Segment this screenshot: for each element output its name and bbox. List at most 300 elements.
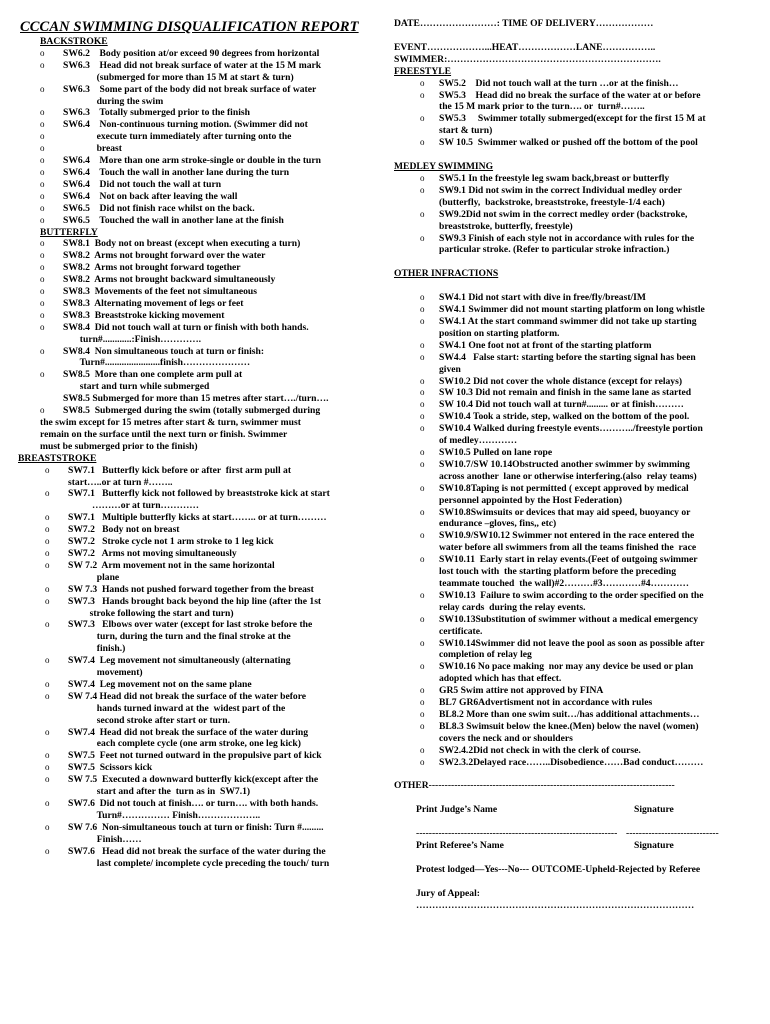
list-item [394, 233, 744, 257]
judge-name-blank: --------------------------------------------------------------- [416, 828, 618, 840]
bullet-icon: o [420, 77, 425, 88]
item-text-line: SW7.6 Head did not break the surface of the water during the [68, 845, 326, 857]
item-text-line: certificate. [439, 625, 483, 637]
item-text-line: SW 10.5 Swimmer walked or pushed off the bottom of the pool [439, 137, 698, 149]
list-item [18, 322, 368, 346]
item-text-line: finish.) [68, 643, 126, 655]
item-text-line: personnel appointed by the Host Federation) [439, 494, 623, 506]
bullet-icon: o [40, 274, 45, 285]
list-item [18, 536, 368, 548]
bullet-icon: o [420, 375, 425, 386]
list-item [394, 173, 744, 185]
list-item [18, 60, 368, 84]
item-text-line: SW9.2Did not swim in the correct medley order (backstroke, [439, 208, 688, 220]
bullet-icon: o [420, 113, 425, 124]
list-item [18, 167, 368, 179]
item-text-line: hands turned inward at the widest part of the [68, 702, 286, 714]
judge-signature-label: Signature [634, 804, 674, 816]
list-item [394, 554, 744, 590]
bullet-icon: o [420, 232, 425, 243]
item-text-line: BL8.2 More than one swim suit…/has additional attachments… [439, 708, 700, 720]
item-text-line: SW 7.5 Executed a downward butterfly kick(except after the [68, 774, 319, 786]
freestyle-heading: FREESTYLE [394, 65, 452, 77]
list-item [18, 310, 368, 322]
item-text-line: SW7.4 Leg movement not simultaneously (alternating [68, 655, 291, 667]
list-item [394, 638, 744, 662]
list-item [18, 560, 368, 584]
item-text-line: ………or at turn………… [68, 500, 199, 512]
list-item [18, 203, 368, 215]
list-item [18, 84, 368, 108]
list-item [18, 369, 368, 393]
bullet-icon: o [40, 345, 45, 356]
bullet-icon: o [420, 685, 425, 696]
bullet-icon: o [40, 250, 45, 261]
bullet-icon: o [420, 316, 425, 327]
bullet-icon: o [420, 423, 425, 434]
medley-list [394, 173, 744, 256]
item-text-line: SW 10.4 Did not touch wall at turn#......... or at finish……… [439, 399, 684, 411]
item-text-line: SW7.1 Multiple butterfly kicks at start…….. or at turn……… [68, 512, 327, 524]
bullet-icon: o [45, 536, 50, 547]
item-text-line: SW6.4 Non-continuous turning motion. (Swimmer did not [63, 119, 308, 131]
item-text-line: turn#............:Finish…………. [63, 333, 202, 345]
list-item [18, 298, 368, 310]
item-text-line: plane [68, 571, 120, 583]
item-text-line: SW4.1 Swimmer did not mount starting platform on long whistle [439, 304, 705, 316]
bullet-icon: o [40, 59, 45, 70]
list-item [394, 209, 744, 233]
list-item [18, 774, 368, 798]
list-item [394, 399, 744, 411]
list-item [394, 304, 744, 316]
list-item [18, 191, 368, 203]
list-item [394, 447, 744, 459]
item-text-line: remain on the surface until the next turn or finish. Swimmer [40, 428, 288, 440]
bullet-icon: o [40, 119, 45, 130]
item-text-line: stroke following the start and turn) [68, 607, 234, 619]
bullet-icon: o [45, 845, 50, 856]
list-item [18, 762, 368, 774]
bullet-icon: o [45, 690, 50, 701]
bullet-icon: o [45, 750, 50, 761]
medley-heading: MEDLEY SWIMMING [394, 161, 494, 173]
list-item [18, 596, 368, 620]
bullet-icon: o [420, 304, 425, 315]
item-text-line: SW7.4 Head did not break the surface of the water during [68, 726, 309, 738]
list-item [394, 697, 744, 709]
event-heat-lane-line: EVENT………………...HEAT………………LANE…………….. [394, 41, 656, 53]
item-text-line: SW5.1 In the freestyle leg swam back,breast or butterfly [439, 172, 670, 184]
bullet-icon: o [420, 637, 425, 648]
referee-signature-label: Signature [634, 840, 674, 852]
breaststroke-heading: BREASTSTROKE [18, 452, 97, 464]
item-text-line: SW8.5 Submerged during the swim (totally submerged during [63, 405, 321, 417]
list-item [394, 507, 744, 531]
list-item [394, 340, 744, 352]
list-item [18, 512, 368, 524]
list-item [18, 465, 368, 489]
list-item [394, 709, 744, 721]
list-item [394, 316, 744, 340]
bullet-icon: o [45, 559, 50, 570]
item-text-line: SW2.4.2Did not check in with the clerk of course. [439, 744, 641, 756]
bullet-icon: o [40, 369, 45, 380]
butterfly-heading: BUTTERFLY [40, 226, 98, 238]
bullet-icon: o [45, 774, 50, 785]
list-item [18, 798, 368, 822]
list-item [18, 48, 368, 60]
bullet-icon: o [40, 321, 45, 332]
bullet-icon: o [420, 506, 425, 517]
list-item [394, 483, 744, 507]
item-text-line: SW10.4 Walked during freestyle events………../freestyle portion [439, 423, 703, 435]
list-item [18, 107, 368, 119]
jury-line: …………………………………………………………………………… [416, 900, 695, 912]
bullet-icon: o [420, 697, 425, 708]
dash-row [394, 828, 744, 840]
bullet-icon: o [40, 214, 45, 225]
item-text-line: second stroke after start or turn. [68, 714, 231, 726]
list-item [18, 727, 368, 751]
item-text-line: SW8.2 Arms not brought forward together [63, 262, 241, 274]
list-item [394, 387, 744, 399]
bullet-icon: o [40, 143, 45, 154]
bullet-icon: o [420, 208, 425, 219]
item-text-line: the 15 M mark prior to the turn…. or turn#…….. [439, 101, 645, 113]
bullet-icon: o [45, 512, 50, 523]
judge-signature-blank: ----------------------------- [626, 828, 719, 840]
item-text-line: start…..or at turn #…….. [68, 476, 173, 488]
bullet-icon: o [40, 155, 45, 166]
item-text-line: movement) [68, 667, 143, 679]
item-text-line: SW6.4 Touch the wall in another lane during the turn [63, 166, 290, 178]
bullet-icon: o [40, 297, 45, 308]
list-item [18, 846, 368, 870]
list-item [18, 274, 368, 286]
item-text-line: SW6.5 Did not finish race whilst on the back. [63, 202, 255, 214]
item-text-line: Turn#…………… Finish……………….. [68, 809, 261, 821]
list-item [394, 459, 744, 483]
item-text-line: SW10.5 Pulled on lane rope [439, 447, 553, 458]
item-text-line: GR5 Swim attire not approved by FINA [439, 685, 604, 697]
item-text-line: must be submerged prior to the finish) [40, 440, 198, 452]
list-item [18, 286, 368, 298]
bullet-icon: o [45, 619, 50, 630]
bullet-icon: o [420, 172, 425, 183]
bullet-icon: o [40, 107, 45, 118]
list-item [394, 113, 744, 137]
item-text-line: the swim except for 15 metres after start & turn, swimmer must [40, 417, 301, 428]
item-text-line: SW7.1 Butterfly kick not followed by breaststroke kick at start [68, 488, 330, 500]
bullet-icon: o [45, 595, 50, 606]
item-text-line: execute turn immediately after turning onto the [63, 131, 292, 143]
other-infractions-list [394, 292, 744, 768]
right-column [394, 0, 744, 912]
referee-name-label: Print Referee’s Name [416, 840, 504, 852]
bullet-icon: o [420, 554, 425, 565]
item-text-line: SW10.8Swimsuits or devices that may aid speed, buoyancy or [439, 506, 691, 518]
item-text-line: SW6.3 Totally submerged prior to the finish [63, 107, 250, 119]
list-item [394, 745, 744, 757]
item-text-line: SW9.1 Did not swim in the correct Individual medley order [439, 184, 682, 196]
list-item [18, 238, 368, 250]
item-text-line: covers the neck and or shoulders [439, 732, 573, 744]
bullet-icon: o [40, 202, 45, 213]
item-text-line: SW 7.4 Head did not break the surface of the water before [68, 690, 307, 702]
bullet-icon: o [45, 726, 50, 737]
list-item [394, 530, 744, 554]
item-text-line: SW8.2 Arms not brought backward simultaneously [63, 274, 276, 286]
bullet-icon: o [45, 464, 50, 475]
item-text-line: SW 10.3 Did not remain and finish in the same lane as started [439, 387, 692, 399]
bullet-icon: o [420, 447, 425, 457]
freestyle-list [394, 78, 744, 149]
bullet-icon: o [420, 530, 425, 541]
bullet-icon: o [45, 798, 50, 808]
jury-label: Jury of Appeal: [416, 888, 480, 900]
bullet-icon: o [45, 488, 50, 499]
item-text-line: SW10.7/SW 10.14Obstructed another swimmer by swimming [439, 458, 690, 470]
item-text-line: SW6.3 Head did not break surface of water at the 15 M mark [63, 59, 322, 71]
bullet-icon: o [45, 655, 50, 666]
list-item [18, 655, 368, 679]
other-infractions-heading: OTHER INFRACTIONS [394, 268, 499, 280]
item-text-line: SW4.4 False start: starting before the starting signal has been [439, 351, 696, 363]
item-text-line: SW7.3 Elbows over water (except for last stroke before the [68, 619, 313, 631]
list-item [394, 78, 744, 90]
item-text-line: SW7.2 Stroke cycle not 1 arm stroke to 1 leg kick [68, 536, 274, 548]
item-text-line: SW8.5 More than one complete arm pull at [63, 369, 243, 381]
item-text-line: SW10.11 Early start in relay events.(Feet of outgoing swimmer [439, 554, 698, 566]
item-text-line: teammate touched the wall)#2………#3…………#4………… [439, 577, 689, 589]
item-text-line: adopted which has that effect. [439, 673, 562, 685]
list-item [394, 411, 744, 423]
bullet-icon: o [40, 238, 45, 249]
list-item [18, 691, 368, 727]
item-text-line: SW10.4 Took a stride, step, walked on the bottom of the pool. [439, 411, 690, 423]
item-text-line: start and after the turn as in SW7.1) [68, 786, 251, 798]
item-text-line: SW8.4 Non simultaneous touch at turn or finish: [63, 345, 265, 357]
item-text-line: turn, during the turn and the final stroke at the [68, 631, 291, 643]
bullet-icon: o [40, 83, 45, 94]
item-text-line: (submerged for more than 15 M at start & turn) [63, 71, 294, 83]
list-item [18, 346, 368, 370]
item-text-line: SW 7.6 Non-simultaneous touch at turn or finish: Turn #......... [68, 821, 324, 833]
item-text-line: SW 7.3 Hands not pushed forward together from the breast [68, 583, 314, 595]
bullet-icon: o [420, 708, 425, 719]
item-text-line: SW10.8Taping is not permitted ( except approved by medical [439, 482, 689, 494]
item-text-line: SW6.4 More than one arm stroke-single or double in the turn [63, 155, 321, 167]
list-item [394, 185, 744, 209]
item-text-line: SW4.1 Did not start with dive in free/fly/breast/IM [439, 292, 646, 304]
item-text-line: SW7.6 Did not touch at finish…. or turn…. with both hands. [68, 798, 319, 809]
item-text-line: completion of relay leg [439, 649, 532, 661]
bullet-icon: o [40, 131, 45, 142]
bullet-icon: o [420, 613, 425, 624]
item-text-line: SW6.5 Touched the wall in another lane at the finish [63, 214, 284, 226]
item-text-line: breast [63, 143, 122, 155]
item-text-line: SW5.2 Did not touch wall at the turn …or at the finish… [439, 77, 679, 89]
item-text-line: position on starting platform. [439, 327, 560, 339]
bullet-icon: o [420, 720, 425, 731]
butterfly-last-tail [18, 417, 368, 453]
item-text-line: across another lane or otherwise interfering.(also relay teams) [439, 470, 697, 482]
item-text-line: SW8.1 Body not on breast (except when executing a turn) [63, 238, 301, 250]
list-item [394, 614, 744, 638]
left-column [18, 0, 368, 869]
item-text-line: SW7.5 Feet not turned outward in the propulsive part of kick [68, 750, 322, 762]
list-item [18, 131, 368, 143]
list-item [394, 721, 744, 745]
bullet-icon: o [40, 190, 45, 201]
item-text-line: relay cards during the relay events. [439, 601, 586, 613]
referee-row [394, 840, 744, 852]
item-text-line: SW9.3 Finish of each style not in accordance with rules for the [439, 232, 695, 244]
list-item [18, 155, 368, 167]
bullet-icon: o [420, 399, 425, 410]
item-text-line: SW6.2 Body position at/or exceed 90 degrees from horizontal [63, 47, 320, 59]
item-text-line: SW7.4 Leg movement not on the same plane [68, 678, 252, 690]
list-item [394, 376, 744, 388]
bullet-icon: o [40, 178, 45, 189]
list-item [18, 250, 368, 262]
protest-line: Protest lodged—Yes---No--- OUTCOME-Upheld-Rejected by Referee [416, 864, 701, 876]
bullet-icon: o [420, 292, 425, 303]
list-item [394, 661, 744, 685]
bullet-icon: o [45, 583, 50, 594]
item-text-line: SW10.9/SW10.12 Swimmer not entered in the race entered the [439, 530, 695, 542]
item-text-line: SW4.1 One foot not at front of the starting platform [439, 339, 652, 351]
item-text-line: of medley………… [439, 435, 518, 447]
report-title: CCCAN SWIMMING DISQUALIFICATION REPORT [20, 19, 359, 35]
judge-name-label: Print Judge’s Name [416, 804, 498, 816]
list-item [18, 584, 368, 596]
list-item [18, 215, 368, 227]
bullet-icon: o [420, 339, 425, 350]
item-text-line: SW8.3 Movements of the feet not simultaneous [63, 286, 257, 298]
judge-row [394, 804, 744, 816]
item-text-line: SW5.3 Swimmer totally submerged(except for the first 15 M at [439, 113, 706, 125]
list-item [18, 405, 368, 417]
bullet-icon: o [40, 166, 45, 177]
item-text-line: SW7.3 Hands brought back beyond the hip line (after the 1st [68, 595, 322, 607]
butterfly-list [18, 238, 368, 393]
item-text-line: (butterfly, backstroke, breaststroke, freestyle-1/4 each) [439, 196, 665, 208]
bullet-icon: o [420, 351, 425, 362]
list-item [18, 143, 368, 155]
item-text-line: breaststroke, butterfly, freestyle) [439, 220, 573, 232]
item-text-line: SW7.1 Butterfly kick before or after first arm pull at [68, 464, 292, 476]
item-text-line: lost touch with the starting platform before the preceding [439, 566, 677, 578]
item-text-line: SW 7.2 Arm movement not in the same horizontal [68, 559, 275, 571]
item-text-line: last complete/ incomplete cycle preceding the touch/ turn [68, 857, 330, 869]
bullet-icon: o [45, 762, 50, 773]
list-item [394, 90, 744, 114]
other-line: OTHER----------------------------------------------------------------------------- [394, 780, 675, 792]
list-item [18, 679, 368, 691]
item-text-line: particular stroke. (Refer to particular stroke infraction.) [439, 244, 670, 256]
item-text-line: SW10.13 Failure to swim according to the order specified on the [439, 589, 704, 601]
backstroke-heading: BACKSTROKE [40, 36, 108, 47]
item-text-line: SW5.3 Head did no break the surface of the water at or before [439, 89, 701, 101]
item-text-line: SW10.2 Did not cover the whole distance (except for relays) [439, 375, 683, 387]
item-text-line: SW10.13Substitution of swimmer without a medical emergency [439, 613, 699, 625]
item-text-line: SW2.3.2Delayed race……..Disobedience……Bad conduct……… [439, 756, 704, 768]
list-item [394, 757, 744, 769]
item-text-line: SW4.1 At the start command swimmer did not take up starting [439, 316, 697, 328]
item-text-line: SW10.16 No pace making nor may any device be used or plan [439, 661, 694, 673]
list-item [394, 137, 744, 149]
item-text-line: start & turn) [439, 125, 493, 137]
butterfly-last-item [18, 405, 368, 417]
list-item [18, 548, 368, 560]
bullet-icon: o [420, 756, 425, 767]
bullet-icon: o [40, 286, 45, 297]
bullet-icon: o [45, 821, 50, 832]
bullet-icon: o [420, 184, 425, 195]
bullet-icon: o [420, 137, 425, 148]
item-text-line: SW7.5 Scissors kick [68, 762, 153, 774]
bullet-icon: o [45, 678, 50, 689]
list-item [394, 292, 744, 304]
bullet-icon: o [420, 661, 425, 672]
list-item [18, 619, 368, 655]
bullet-icon: o [45, 524, 50, 535]
bullet-icon: o [420, 458, 425, 469]
item-text-line: SW6.3 Some part of the body did not break surface of water [63, 83, 317, 95]
backstroke-list [18, 48, 368, 227]
item-text-line: BL8.3 Swimsuit below the knee.(Men) below the navel (women) [439, 720, 699, 732]
list-item [394, 685, 744, 697]
bullet-icon: o [420, 744, 425, 755]
list-item [394, 352, 744, 376]
bullet-icon: o [420, 589, 425, 600]
list-item [18, 750, 368, 762]
bullet-icon: o [420, 387, 425, 398]
item-text-line: SW7.2 Arms not moving simultaneously [68, 547, 237, 559]
item-text-line: Finish…… [68, 833, 142, 845]
bullet-icon: o [40, 405, 45, 416]
item-text-line: SW8.4 Did not touch wall at turn or finish with both hands. [63, 321, 309, 333]
date-time-line: DATE……………………: TIME OF DELIVERY……………… [394, 18, 654, 29]
bullet-icon: o [420, 411, 425, 422]
list-item [394, 590, 744, 614]
list-item [18, 488, 368, 512]
breaststroke-list [18, 465, 368, 870]
list-item [18, 822, 368, 846]
item-text-line: SW6.4 Did not touch the wall at turn [63, 178, 222, 190]
item-text-line: SW8.3 Breaststroke kicking movement [63, 309, 225, 321]
list-item [18, 524, 368, 536]
item-text-line: SW7.2 Body not on breast [68, 524, 180, 536]
item-text-line: SW8.3 Alternating movement of legs or feet [63, 297, 244, 309]
item-text-line: during the swim [63, 95, 164, 107]
list-item [18, 119, 368, 131]
item-text-line: SW10.14Swimmer did not leave the pool as soon as possible after [439, 637, 705, 649]
item-text-line: SW6.4 Not on back after leaving the wall [63, 190, 238, 202]
item-text-line: BL7 GR6Advertisment not in accordance with rules [439, 697, 653, 709]
item-text-line: given [439, 363, 461, 375]
list-item [394, 423, 744, 447]
item-text-line: SW8.2 Arms not brought forward over the water [63, 250, 266, 262]
bullet-icon: o [40, 262, 45, 273]
bullet-icon: o [45, 547, 50, 558]
swimmer-line: SWIMMER:…………………………………………………………. [394, 53, 661, 65]
item-text-line: start and turn while submerged [63, 381, 210, 393]
butterfly-extra-line: SW8.5 Submerged for more than 15 metres after start…./turn…. [63, 393, 329, 405]
bullet-icon: o [420, 482, 425, 493]
